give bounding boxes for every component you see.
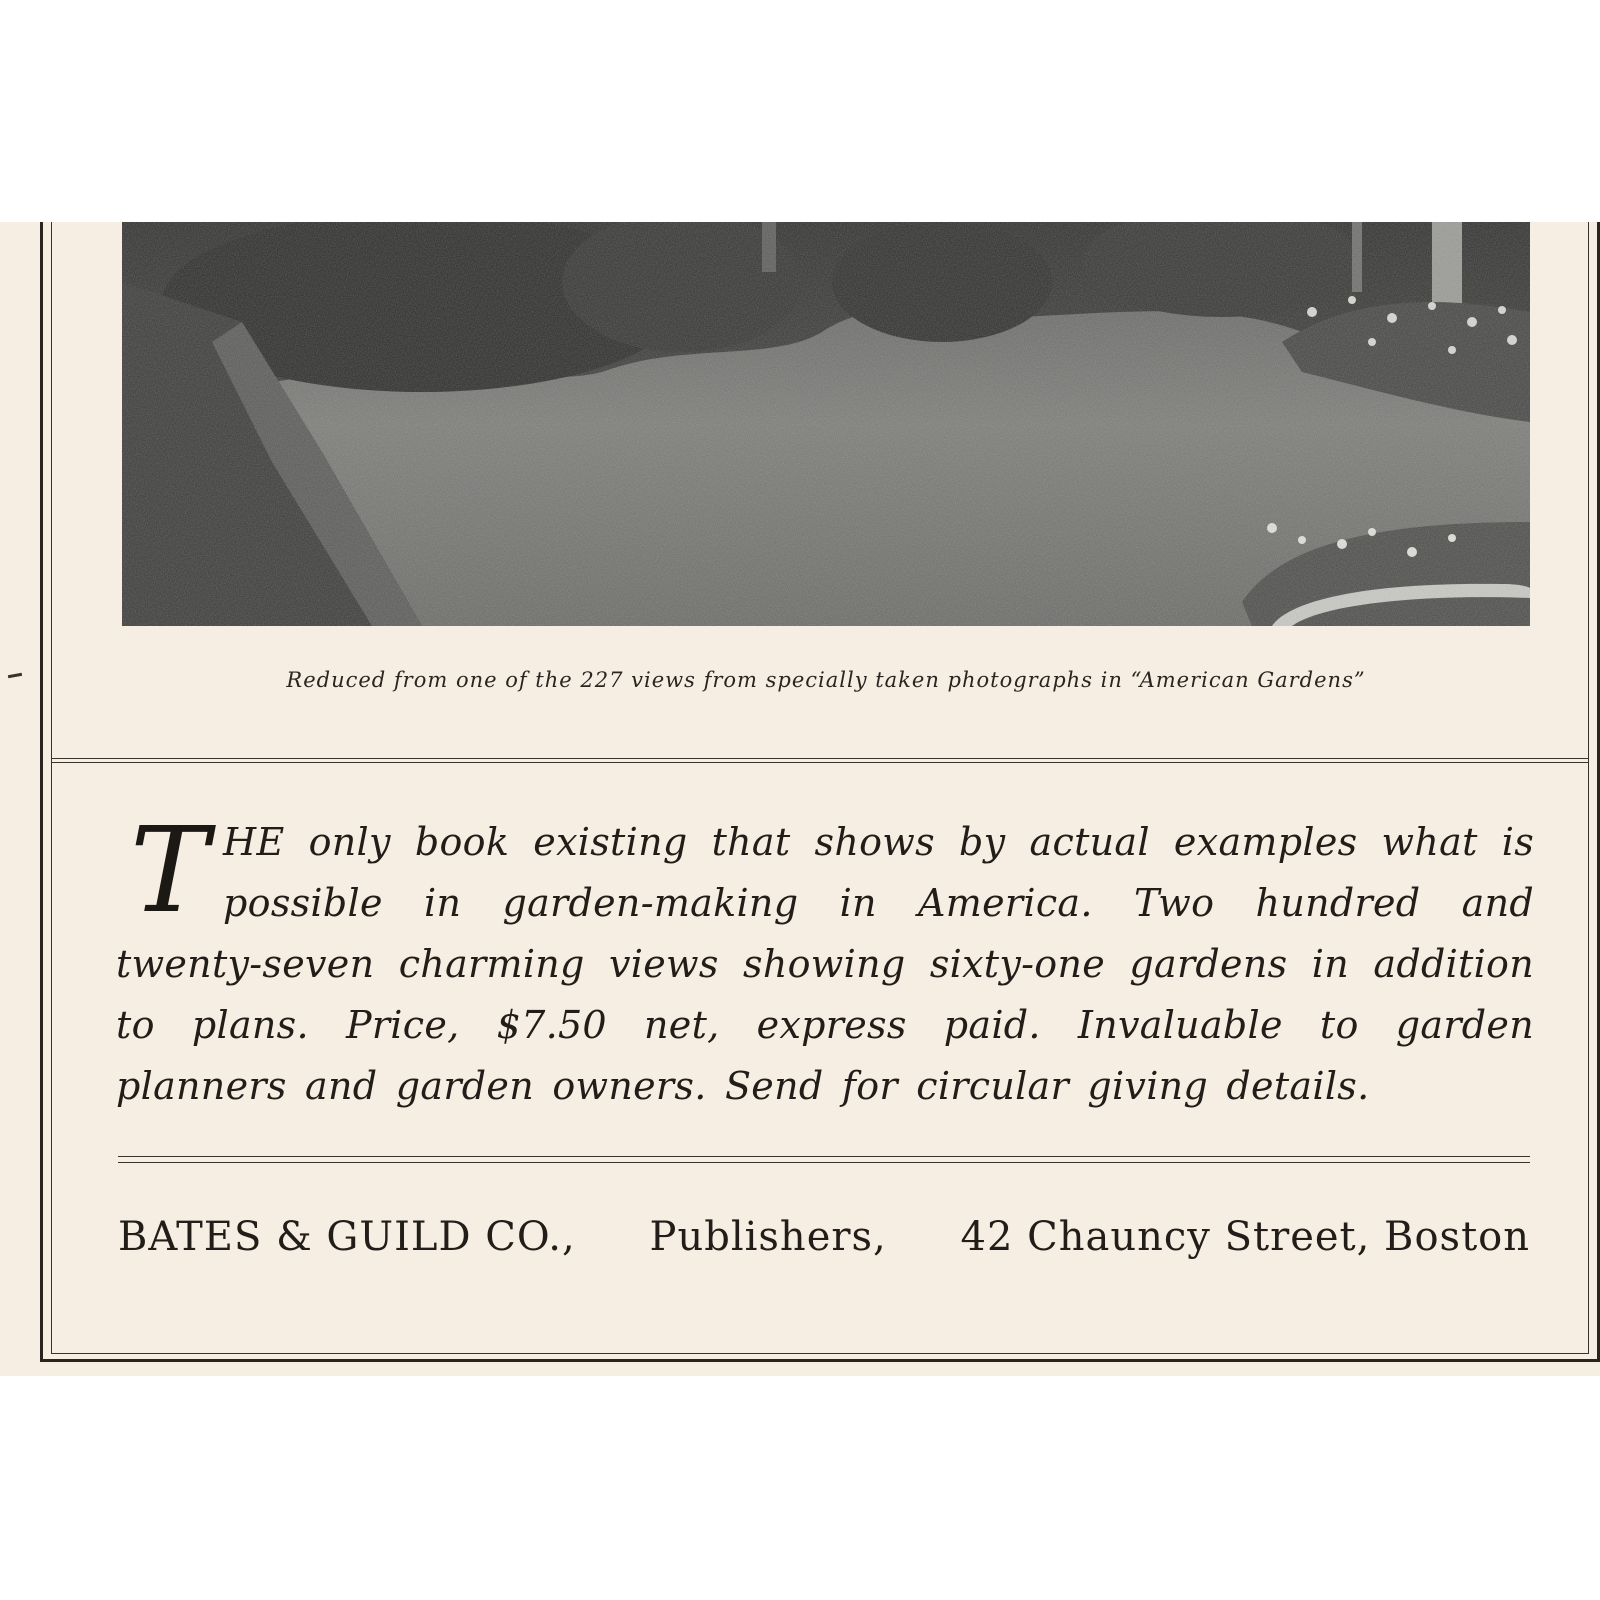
drop-cap: T <box>130 801 210 939</box>
margin-mark <box>8 673 22 678</box>
blank-margin <box>0 1376 1600 1600</box>
advertisement-page <box>0 222 1600 1376</box>
divider-rule-lower <box>118 1156 1530 1163</box>
publisher-name: BATES & GUILD CO., <box>118 1214 576 1260</box>
publisher-role: Publishers, <box>649 1214 887 1260</box>
garden-photo-image <box>122 222 1530 626</box>
photo-caption: Reduced from one of the 227 views from specially taken photographs in “American Gardens” <box>286 668 1366 692</box>
garden-photograph <box>122 222 1530 626</box>
advertisement-body <box>116 801 1534 1117</box>
publisher-address: 42 Chauncy Street, Boston <box>960 1214 1530 1260</box>
divider-rule <box>52 758 1588 763</box>
publisher-line <box>118 1214 1530 1260</box>
cropped-next-text <box>360 1360 1260 1376</box>
body-copy: HE only book existing that shows by actual examples what is possible in garden-making in America. Two hundred and twenty-seven charming views showing sixty-one gardens in addition to plans. Price, $7.50 net, express paid. Invaluable to garden planners and garden owners. Send for circular giving details. <box>116 820 1534 1108</box>
